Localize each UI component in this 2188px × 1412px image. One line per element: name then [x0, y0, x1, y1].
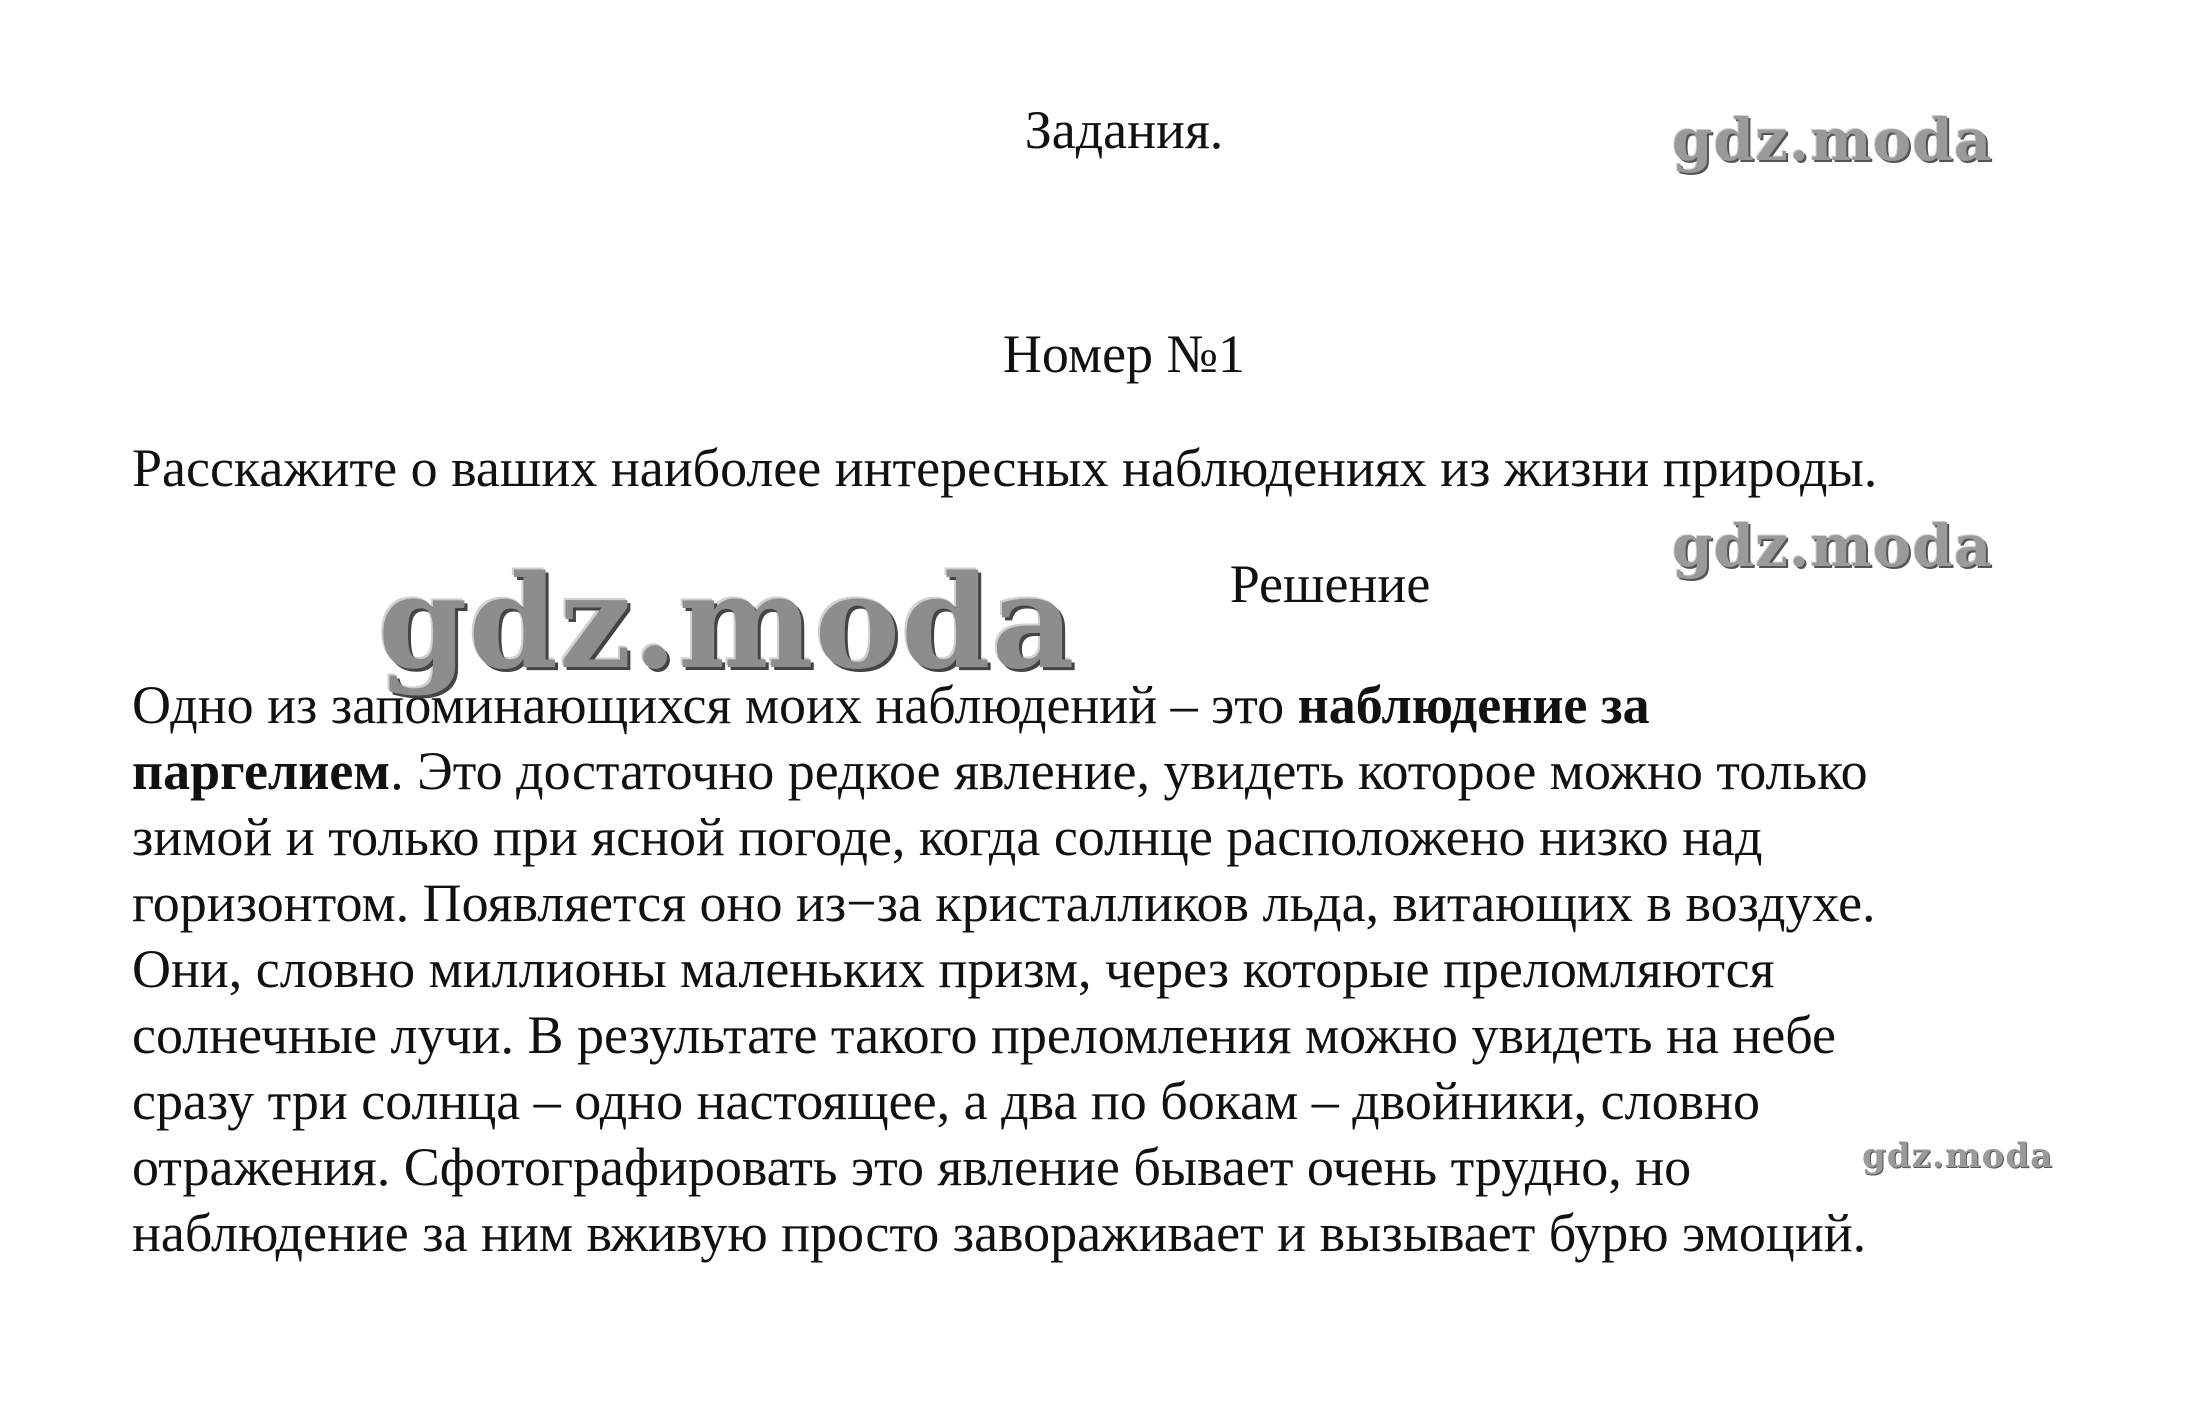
- watermark-logo: gdz.moda: [1672, 512, 1993, 580]
- watermark-logo: gdz.moda: [1672, 106, 1993, 174]
- solution-bold-text: наблюдение за: [1297, 675, 1650, 735]
- watermark-logo-large: gdz.moda: [378, 548, 1076, 698]
- solution-line-text: Одно из запоминающихся моих наблюдений – это: [132, 675, 1298, 735]
- solution-line: наблюдение за ним вживую просто завораживает и вызывает бурю эмоций.: [132, 1203, 1867, 1263]
- solution-line: сразу три солнца – одно настоящее, а два по бокам – двойники, словно: [132, 1071, 1760, 1131]
- watermark-logo-small: gdz.moda: [1862, 1136, 2054, 1176]
- solution-heading: Решение: [1229, 554, 1431, 614]
- task-number-heading: Номер №1: [1002, 324, 1246, 384]
- solution-line-text: . Это достаточно редкое явление, увидеть которое можно только: [390, 741, 1868, 801]
- solution-text: [132, 672, 2092, 1266]
- solution-line: [132, 738, 2092, 804]
- task-text: Расскажите о ваших наиболее интересных наблюдениях из жизни природы.: [132, 438, 1878, 498]
- solution-line: отражения. Сфотографировать это явление бывает очень трудно, но: [132, 1137, 1692, 1197]
- solution-line: горизонтом. Появляется оно из−за кристалликов льда, витающих в воздухе.: [132, 873, 1876, 933]
- solution-line: зимой и только при ясной погоде, когда солнце расположено низко над: [132, 807, 1763, 867]
- solution-line: солнечные лучи. В результате такого преломления можно увидеть на небе: [132, 1005, 1837, 1065]
- section-title: Задания.: [1024, 100, 1224, 160]
- solution-line: Они, словно миллионы маленьких призм, через которые преломляются: [132, 939, 1775, 999]
- solution-bold-text: паргелием: [132, 741, 391, 801]
